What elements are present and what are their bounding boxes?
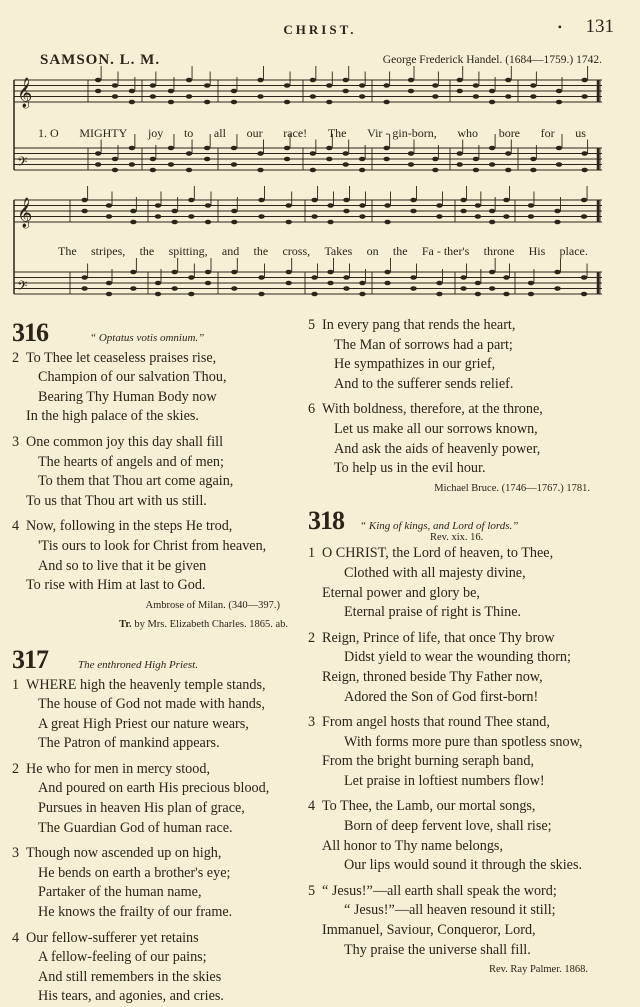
verse-line (308, 772, 608, 792)
verse-line (308, 459, 608, 479)
verse-text: To them that Thou art come again, (26, 473, 233, 489)
verse-line (308, 564, 608, 584)
lyric-syllable: Fa - ther's (422, 244, 469, 259)
attribution: Rev. Ray Palmer. 1868. (308, 960, 608, 980)
lyric-line-1 (38, 126, 586, 141)
verse-line (308, 752, 608, 772)
verse-line (12, 576, 310, 596)
verse-text: And poured on earth His precious blood, (26, 780, 269, 796)
verse-text: And so to live that it be given (26, 558, 206, 574)
verse-text: With boldness, therefore, at the throne, (322, 401, 543, 417)
lyric-syllable: for (541, 126, 555, 141)
tune-name: SAMSON. L. M. (40, 52, 160, 69)
verse-text: “ Jesus!”—all earth shall speak the word; (322, 883, 557, 899)
verse-text: Let us make all our sorrows known, (322, 421, 538, 437)
verse-text: He bends on earth a brother's eye; (26, 865, 230, 881)
verse-line (12, 864, 310, 884)
verse-number: 1 (12, 676, 26, 696)
verse-text: Immanuel, Saviour, Conqueror, Lord, (322, 922, 536, 938)
running-head: CHRIST. (0, 22, 640, 38)
verse-number: 1 (308, 544, 322, 564)
verse-line (308, 837, 608, 857)
verse-line (12, 407, 310, 427)
verse-text: Pursues in heaven His plan of grace, (26, 800, 245, 816)
verse-number: 6 (308, 400, 322, 420)
verse-line (308, 336, 608, 356)
verse-line (308, 901, 608, 921)
lyric-syllable: spitting, (169, 244, 208, 259)
verse-line (308, 688, 608, 708)
verse-number: 4 (12, 929, 26, 949)
music-score (0, 0, 640, 310)
lyric-syllable: joy (148, 126, 163, 141)
svg-text:𝄢: 𝄢 (17, 154, 27, 173)
lyric-syllable: and (222, 244, 239, 259)
lyric-syllable: on (367, 244, 379, 259)
verse-line (12, 433, 310, 453)
verse-text: The Man of sorrows had a part; (322, 337, 513, 353)
hymn-317-verses (12, 676, 310, 1007)
verse-line (12, 388, 310, 408)
verse-line (308, 856, 608, 876)
lyric-syllable: throne (484, 244, 515, 259)
right-column (308, 316, 608, 980)
verse-line (308, 375, 608, 395)
verse-number: 2 (12, 349, 26, 369)
verse-text: To Thee let ceaseless praises rise, (26, 350, 216, 366)
hymn-316-continued-verses (308, 316, 608, 479)
verse-text: To rise with Him at last to God. (26, 577, 205, 593)
lyric-syllable: to (184, 126, 193, 141)
verse-text: Clothed with all majesty divine, (322, 565, 526, 581)
verse-text: Eternal praise of right is Thine. (322, 604, 521, 620)
hymn-motto: The enthroned High Priest. (78, 656, 198, 676)
verse-text: His tears, and agonies, and cries. (26, 988, 224, 1004)
verse-line (308, 355, 608, 375)
verse-text: To help us in the evil hour. (322, 460, 486, 476)
hymn-316-verses (12, 349, 310, 596)
verse-line (308, 316, 608, 336)
verse-line (12, 695, 310, 715)
verse-line (12, 492, 310, 512)
verse-number: 4 (308, 797, 322, 817)
verse-line (308, 420, 608, 440)
lyric-syllable: all (214, 126, 226, 141)
verse-line (308, 648, 608, 668)
verse-number: 3 (308, 713, 322, 733)
verse-line (12, 968, 310, 988)
svg-text:𝄞: 𝄞 (17, 197, 32, 229)
hymn-motto: “ Optatus votis omnium.” (90, 329, 204, 349)
verse-text: He sympathizes in our grief, (322, 356, 495, 372)
lyric-syllable: bore (499, 126, 520, 141)
verse-line (308, 440, 608, 460)
verse-line (12, 517, 310, 537)
header-bullet: • (558, 20, 562, 35)
verse-text: Bearing Thy Human Body now (26, 389, 217, 405)
verse-text: Eternal power and glory be, (322, 585, 480, 601)
lyric-line-2 (58, 244, 588, 259)
verse-line (308, 882, 608, 902)
verse-line (308, 713, 608, 733)
verse-line (12, 453, 310, 473)
verse-text: To Thee, the Lamb, our mortal songs, (322, 798, 535, 814)
verse-text: In the high palace of the skies. (26, 408, 199, 424)
verse-text: Let praise in loftiest numbers flow! (322, 773, 545, 789)
verse-line (308, 603, 608, 623)
verse-text: Though now ascended up on high, (26, 845, 221, 861)
verse-text: The hearts of angels and of men; (26, 454, 224, 470)
verse-line (12, 987, 310, 1007)
verse-line (12, 844, 310, 864)
lyric-syllable: His (529, 244, 546, 259)
verse-line (12, 715, 310, 735)
verse-line (308, 817, 608, 837)
verse-line (12, 676, 310, 696)
page-number: 131 (586, 16, 615, 38)
verse-text: 'Tis ours to look for Christ from heaven, (26, 538, 266, 554)
verse-text: O CHRIST, the Lord of heaven, to Thee, (322, 545, 553, 561)
verse-text: “ Jesus!”—all heaven resound it still; (322, 902, 556, 918)
verse-text: Born of deep fervent love, shall rise; (322, 818, 552, 834)
verse-text: The Patron of mankind appears. (26, 735, 220, 751)
hymn-number: 317 (12, 647, 48, 673)
verse-line (308, 921, 608, 941)
verse-text: Our fellow-sufferer yet retains (26, 930, 199, 946)
lyric-syllable: the (140, 244, 155, 259)
verse-text: Now, following in the steps He trod, (26, 518, 232, 534)
lyric-syllable: stripes, (91, 244, 125, 259)
verse-text: To us that Thou art with us still. (26, 493, 207, 509)
svg-text:𝄞: 𝄞 (17, 77, 32, 109)
verse-text: In every pang that rends the heart, (322, 317, 515, 333)
verse-number: 2 (308, 629, 322, 649)
verse-text: And to the sufferer sends relief. (322, 376, 513, 392)
verse-line (12, 349, 310, 369)
scripture-reference: Rev. xix. 16. (360, 532, 518, 544)
verse-text: Champion of our salvation Thou, (26, 369, 227, 385)
verse-line (308, 733, 608, 753)
verse-text: Reign, Prince of life, that once Thy brow (322, 630, 555, 646)
verse-text: A great High Priest our nature wears, (26, 716, 249, 732)
lyric-syllable: Takes (324, 244, 352, 259)
verse-text: He who for men in mercy stood, (26, 761, 210, 777)
verse-line (12, 779, 310, 799)
verse-text: With forms more pure than spotless snow, (322, 734, 582, 750)
verse-text: WHERE high the heavenly temple stands, (26, 677, 266, 693)
verse-text: A fellow-feeling of our pains; (26, 949, 207, 965)
verse-number: 5 (308, 316, 322, 336)
verse-text: Adored the Son of God first-born! (322, 689, 538, 705)
tr-label: Tr. (119, 619, 132, 630)
verse-line (308, 584, 608, 604)
verse-text: The Guardian God of human race. (26, 820, 233, 836)
verse-number: 4 (12, 517, 26, 537)
verse-line (12, 368, 310, 388)
verse-line (308, 629, 608, 649)
svg-text:𝄢: 𝄢 (17, 278, 27, 297)
verse-text: Thy praise the universe shall fill. (322, 942, 531, 958)
verse-line (12, 799, 310, 819)
verse-text: From angel hosts that round Thee stand, (322, 714, 550, 730)
lyric-syllable: race! (283, 126, 307, 141)
verse-line (12, 883, 310, 903)
verse-line (12, 472, 310, 492)
hymn-number: 318 (308, 508, 344, 534)
verse-line (12, 734, 310, 754)
lyric-syllable: Vir - gin-born, (367, 126, 437, 141)
verse-number: 2 (12, 760, 26, 780)
verse-text: All honor to Thy name belongs, (322, 838, 503, 854)
lyric-syllable: the (393, 244, 408, 259)
verse-line (12, 760, 310, 780)
lyric-syllable: cross, (282, 244, 310, 259)
lyric-syllable: the (254, 244, 269, 259)
verse-line (12, 929, 310, 949)
translator-name: by Mrs. Elizabeth Charles. 1865. ab. (134, 619, 288, 630)
verse-text: And still remembers in the skies (26, 969, 221, 985)
lyric-syllable: us (575, 126, 586, 141)
verse-line (12, 948, 310, 968)
attribution: Ambrose of Milan. (340—397.) (12, 596, 310, 616)
verse-number: 3 (12, 433, 26, 453)
verse-line (12, 557, 310, 577)
verse-number: 5 (308, 882, 322, 902)
verse-line (308, 941, 608, 961)
lyric-syllable: place. (560, 244, 588, 259)
verse-text: Didst yield to wear the wounding thorn; (322, 649, 571, 665)
hymn-318-verses (308, 544, 608, 960)
verse-text: He knows the frailty of our frame. (26, 904, 232, 920)
lyric-syllable: The (58, 244, 77, 259)
lyric-syllable: who (457, 126, 478, 141)
verse-text: From the bright burning seraph band, (322, 753, 534, 769)
left-column (12, 320, 310, 1007)
verse-text: One common joy this day shall fill (26, 434, 223, 450)
lyric-syllable: 1. O (38, 126, 59, 141)
lyric-syllable: The (328, 126, 347, 141)
hymn-number: 316 (12, 320, 48, 346)
hymn-motto: “ King of kings, and Lord of lords.” (360, 520, 518, 532)
translator-attribution (12, 615, 310, 635)
verse-line (308, 544, 608, 564)
verse-line (12, 537, 310, 557)
verse-text: The house of God not made with hands, (26, 696, 265, 712)
verse-number: 3 (12, 844, 26, 864)
lyric-syllable: our (247, 126, 263, 141)
verse-text: Partaker of the human name, (26, 884, 202, 900)
verse-text: Our lips would sound it through the skies. (322, 857, 582, 873)
lyric-syllable: MIGHTY (79, 126, 127, 141)
verse-line (308, 797, 608, 817)
verse-line (308, 668, 608, 688)
verse-text: And ask the aids of heavenly power, (322, 441, 540, 457)
attribution: Michael Bruce. (1746—1767.) 1781. (308, 479, 608, 499)
verse-text: Reign, throned beside Thy Father now, (322, 669, 543, 685)
verse-line (12, 903, 310, 923)
verse-line (308, 400, 608, 420)
tune-composer: George Frederick Handel. (1684—1759.) 1742. (383, 54, 602, 66)
verse-line (12, 819, 310, 839)
